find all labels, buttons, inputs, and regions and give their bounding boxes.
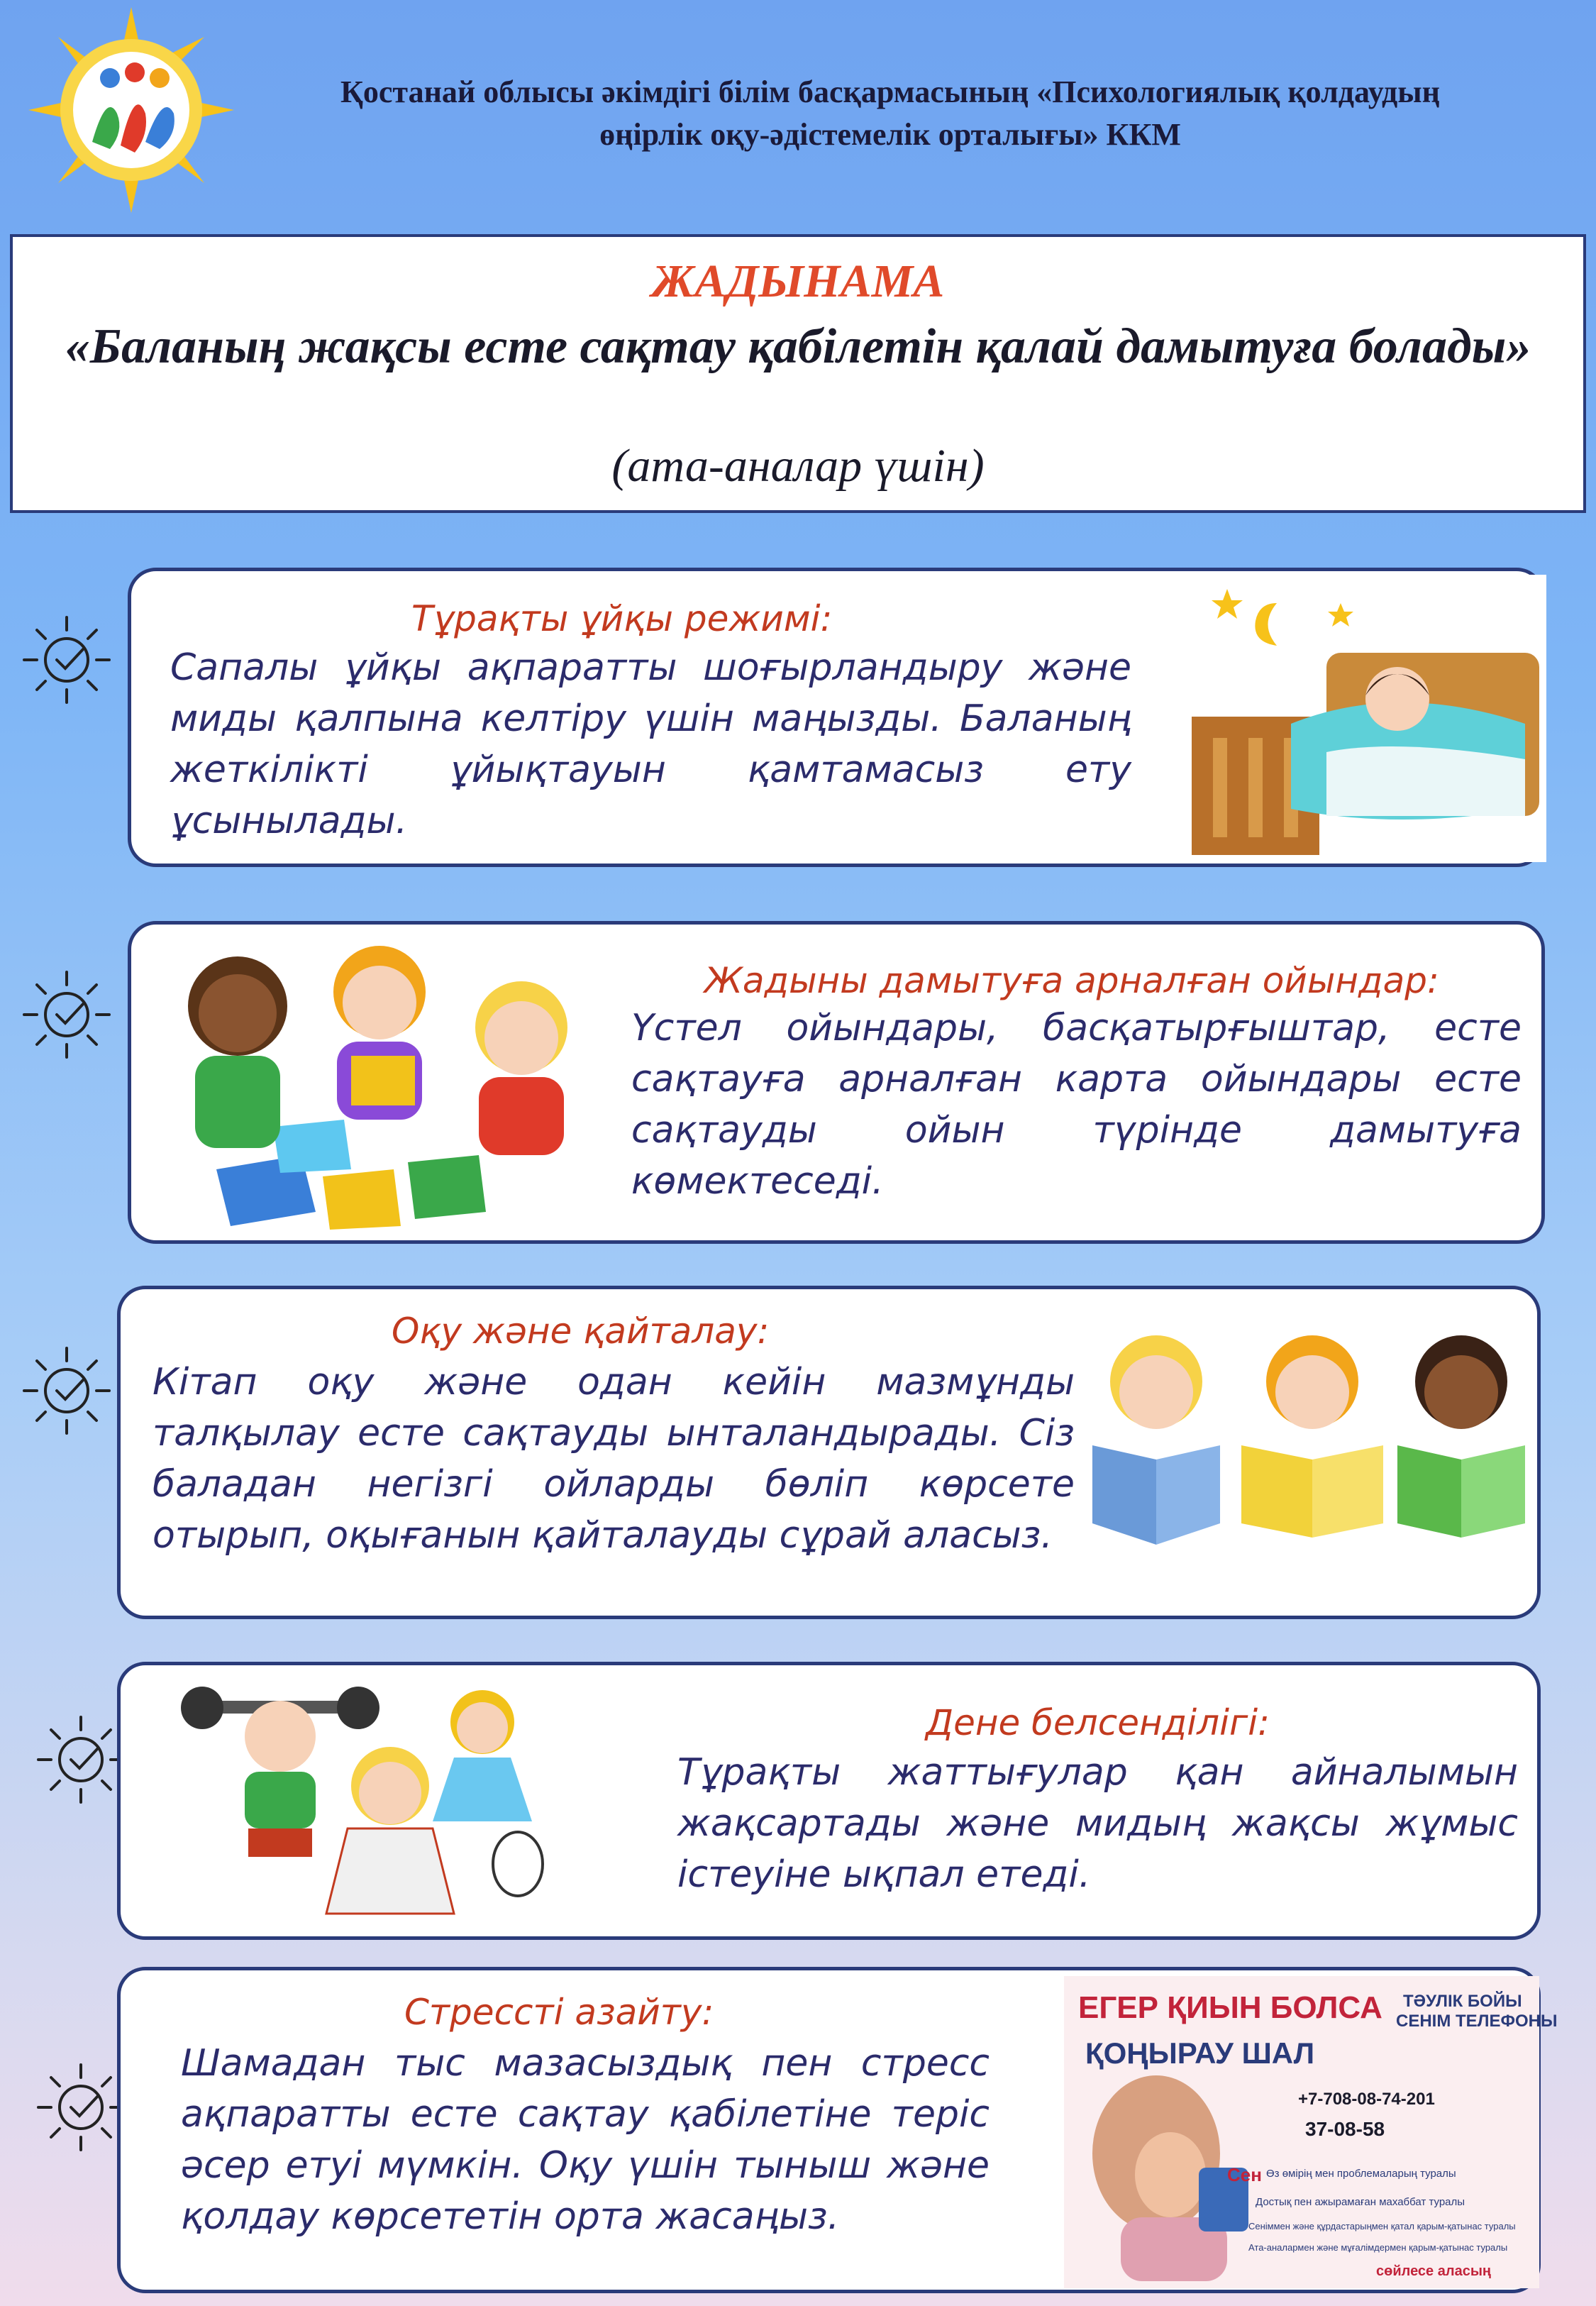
check-icon bbox=[17, 1341, 116, 1440]
card-title: Стрессті азайту: bbox=[404, 1992, 714, 2033]
poster-sen: Сен bbox=[1227, 2164, 1262, 2185]
poster-line-1: Өз өмірің мен проблемаларың туралы bbox=[1266, 2168, 1456, 2180]
tip-card-stress bbox=[117, 1967, 1558, 2293]
poster-line-3: Сеніммен және құрдастарыңмен қатал қарым-қатынас туралы bbox=[1248, 2221, 1516, 2231]
kids-sport-image bbox=[177, 1679, 575, 1921]
organization-header bbox=[234, 71, 1546, 156]
card-body: Кітап оқу және одан кейін мазмұнды талқылау есте сақтауды ынталандырады. Сіз баладан негізгі ойларды бөліп көрсете отырып, оқығанын қайталауды сұрай аласыз. bbox=[153, 1361, 1075, 1557]
kids-puzzle-image bbox=[145, 928, 599, 1240]
check-icon bbox=[17, 965, 116, 1064]
memo-heading: ЖАДЫНАМА bbox=[651, 255, 945, 307]
poster-phone-1: +7-708-08-74-201 bbox=[1298, 2090, 1435, 2109]
sleeping-child-image bbox=[1185, 575, 1546, 862]
poster-headline-1: ЕГЕР ҚИЫН БОЛСА bbox=[1078, 1990, 1382, 2025]
poster-side-2: СЕНІМ ТЕЛЕФОНЫ bbox=[1396, 2012, 1558, 2031]
kids-reading-image bbox=[1078, 1325, 1539, 1601]
card-title: Дене белсенділігі: bbox=[926, 1702, 1270, 1743]
header-line-1: Қостанай облысы әкімдігі білім басқармасының «Психологиялық қолдаудың bbox=[340, 75, 1440, 109]
tip-card-games bbox=[128, 921, 1545, 1244]
organization-logo bbox=[28, 7, 234, 213]
memo-audience: (ата-аналар үшін) bbox=[611, 440, 985, 492]
poster-line-5: сөйлесе аласың bbox=[1376, 2263, 1491, 2279]
tip-card-physical bbox=[117, 1662, 1541, 1940]
poster-side-1: ТӘУЛІК БОЙЫ bbox=[1403, 1992, 1522, 2011]
card-body: Тұрақты жаттығулар қан айналымын жақсартады және мидың жақсы жұмыс істеуіне ықпал етеді. bbox=[677, 1751, 1518, 1896]
check-icon bbox=[31, 2058, 131, 2157]
poster-headline-2: ҚОҢЫРАУ ШАЛ bbox=[1085, 2036, 1315, 2070]
card-title: Тұрақты ұйқы режимі: bbox=[411, 598, 833, 639]
check-icon bbox=[17, 610, 116, 710]
poster-phone-2: 37-08-58 bbox=[1305, 2118, 1385, 2140]
card-title: Жадыны дамытуға арналған ойындар: bbox=[704, 960, 1439, 1001]
card-title: Оқу және қайталау: bbox=[392, 1311, 770, 1352]
title-box bbox=[10, 234, 1586, 513]
helpline-poster-image bbox=[1064, 1976, 1558, 2288]
memo-subtitle: «Баланың жақсы есте сақтау қабілетін қалай дамытуға болады» bbox=[65, 319, 1531, 374]
card-body: Шамадан тыс мазасыздық пен стресс ақпаратты есте сақтау қабілетіне теріс әсер етуі мүмкін. Оқу үшін тыныш және қолдау көрсететін орта жасаңыз. bbox=[181, 2042, 990, 2238]
poster-line-4: Ата-аналармен және мұғалімдермен қарым-қатынас туралы bbox=[1248, 2242, 1508, 2253]
header-line-2: өңірлік оқу-әдістемелік орталығы» ККМ bbox=[599, 117, 1181, 152]
card-body: Үстел ойындары, басқатырғыштар, есте сақтауға арналған карта ойындары есте сақтауды ойын түрінде дамытуға көмектеседі. bbox=[631, 1007, 1522, 1203]
tip-card-sleep bbox=[128, 568, 1545, 867]
tip-card-reading bbox=[117, 1286, 1541, 1619]
check-icon bbox=[31, 1710, 131, 1809]
poster-line-2: Достық пен ажырамаған махаббат туралы bbox=[1256, 2196, 1465, 2208]
card-body: Сапалы ұйқы ақпаратты шоғырландыру және миды қалпына келтіру үшін маңызды. Баланың жеткілікті ұйықтауын қамтамасыз ету ұсынылады. bbox=[170, 646, 1131, 842]
